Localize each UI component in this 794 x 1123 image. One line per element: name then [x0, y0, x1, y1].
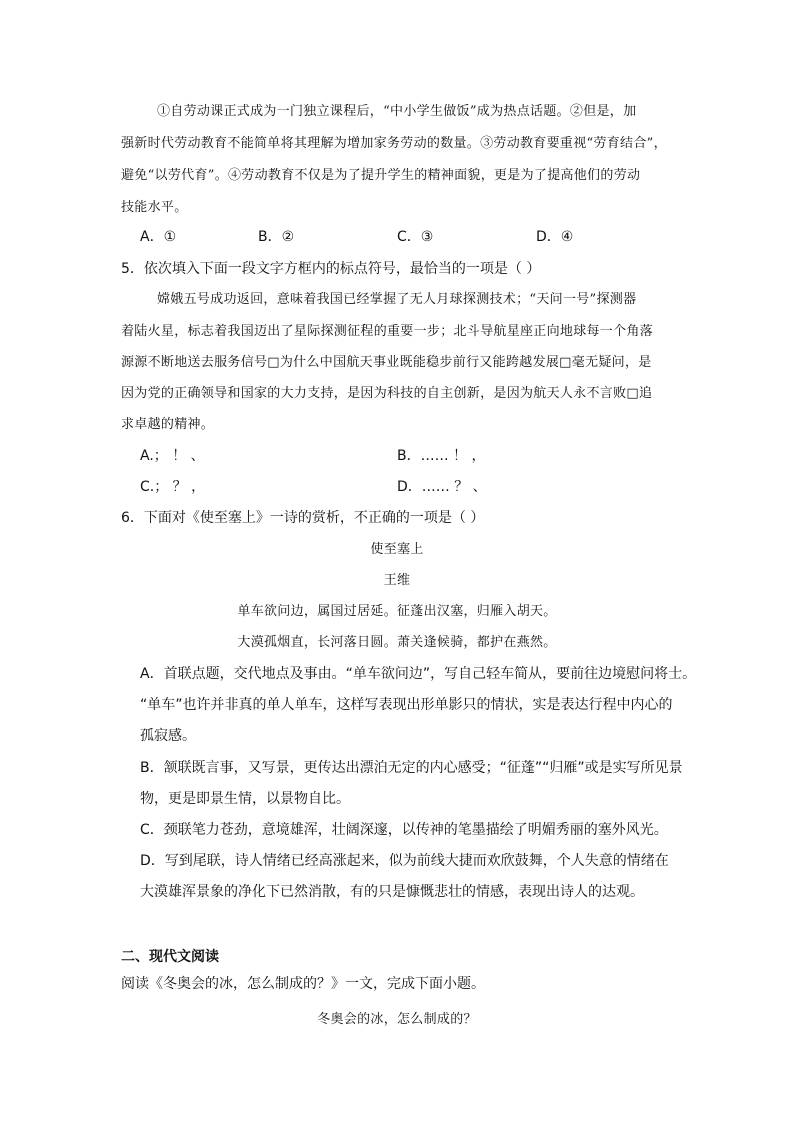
passage-line: 技能水平。: [121, 200, 188, 215]
option-c: C.； ？ ，: [140, 479, 206, 495]
option-d: D．…… ？ 、: [397, 479, 487, 495]
poem-line: 单车欲问边，属国过居延。征蓬出汉塞，归雁入胡天。: [237, 604, 557, 619]
option-d: D．④: [536, 229, 574, 245]
option-c: C．颈联笔力苍劲，意境雄浑，壮阔深邃，以传神的笔墨描绘了明媚秀丽的塞外风光。: [140, 822, 668, 838]
poem-author: 王维: [383, 573, 411, 588]
option-c: C．③: [397, 229, 434, 245]
option-b: B．…… ！ ，: [397, 448, 486, 464]
section-heading: 二、现代文阅读: [121, 949, 219, 965]
passage-line: 避免“以劳代育”。④劳动教育不仅是为了提升学生的精神面貌，更是为了提高他们的劳动: [121, 168, 641, 183]
passage-line: 源源不断地送去服务信号□为什么中国航天事业既能稳步前行又能跨越发展□毫无疑问，是: [121, 355, 652, 370]
passage-line: 因为党的正确领导和国家的大力支持，是因为科技的自主创新，是因为航天人永不言败□追: [121, 386, 653, 401]
article-title: 冬奥会的冰，怎么制成的？: [317, 1012, 477, 1027]
section-instruction: 阅读《冬奥会的冰，怎么制成的？》一文，完成下面小题。: [121, 976, 485, 992]
option-a: A．①: [140, 229, 177, 245]
option-d: D．写到尾联，诗人情绪已经高涨起来，似为前线大捷而欢欣鼓舞，个人失意的情绪在: [140, 853, 669, 869]
poem-line: 大漠孤烟直，长河落日圆。萧关逢候骑，都护在燕然。: [237, 635, 557, 650]
passage-line: ①自劳动课正式成为一门独立课程后，“中小学生做饭”成为热点话题。②但是，加: [157, 104, 637, 119]
passage-line: 求卓越的精神。: [121, 417, 215, 432]
passage-line: 嫦娥五号成功返回，意味着我国已经掌握了无人月球探测技术；“天问一号”探测器: [157, 292, 637, 307]
passage-line: 着陆火星，标志着我国迈出了星际探测征程的重要一步；北斗导航星座正向地球每一个角落: [121, 324, 654, 339]
option-a: A．首联点题，交代地点及事由。“单车欲问边”，写自己轻车简从，要前往边境慰问将士。: [140, 666, 697, 682]
passage-line: 强新时代劳动教育不能简单将其理解为增加家务劳动的数量。③劳动教育要重视“劳育结合”，: [121, 136, 667, 151]
question-stem: 5．依次填入下面一段文字方框内的标点符号，最恰当的一项是（ ）: [121, 261, 541, 277]
option-b-cont: 物，更是即景生情，以景物自比。: [140, 791, 350, 807]
option-b: B．②: [258, 229, 295, 245]
question-stem: 6．下面对《使至塞上》一诗的赏析，不正确的一项是（ ）: [121, 510, 485, 526]
poem-title: 使至塞上: [370, 542, 424, 557]
option-d-cont: 大漠雄浑景象的净化下已然消散，有的只是慷慨悲壮的情感，表现出诗人的达观。: [140, 884, 644, 900]
option-a: A.； ！ 、: [140, 448, 205, 464]
option-a-cont: 孤寂感。: [140, 728, 196, 744]
option-b: B．颔联既言事，又写景，更传达出漂泊无定的内心感受；“征蓬”“归雁”或是实写所见景: [140, 760, 683, 776]
option-a-cont: “单车”也许并非真的单人单车，这样写表现出形单影只的情状，实是表达行程中内心的: [140, 697, 673, 713]
